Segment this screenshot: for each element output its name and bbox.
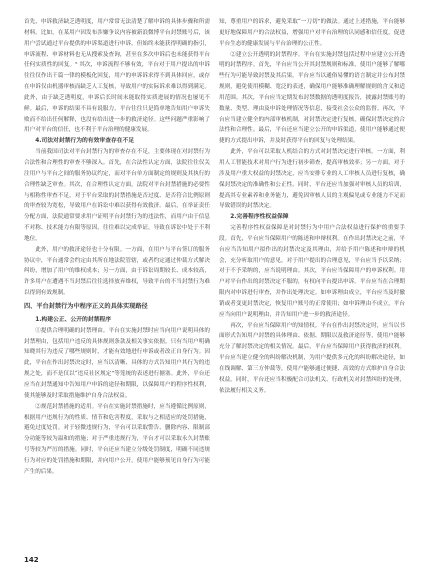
- paragraph: ②规范封禁措施的适用。平台在实施封禁措施时，应当遵循比例原则，根据用户违规行为的性质、情节和危害程度，采取与之相适应的处罚措施，避免过度处罚。对于轻微违规行为，平台可以采取警告、删除内容、限制部分功能等较为温和的措施；对于严重违规行为，平台才可以采取永久封禁账号等较为严厉的措施。同时，平台还应当建立分级处罚制度，明确不同违规行为对应的处罚措施和期限，并向用户公开，使用户能够预见自身行为可能产生的后果。: [24, 403, 210, 475]
- page-number: 142: [24, 556, 39, 564]
- paragraph: 知，尊重用户的诉求，避免采取“一刀切”的做法。通过上述措施，平台能够更好地保障用户的合法权益，增强用户对平台治理的认同感和信任度，促进平台生态的健康发展与平台治理的公正性。: [219, 19, 405, 47]
- paragraph: 当前我国司法对平台封禁行为的审查存在不足，主要体现在对封禁行为合法性和合理性的审查不够深入。首先，在合法性认定方面，法院往往仅关注用户与平台之间的服务协议约定，而对平台单方面制定的规则及其执行的合理性缺乏审查。其次，在合理性认定方面，法院对平台封禁措施的必要性与相称性审查不足，对于平台采取的封禁措施是否过度、是否符合比例原则的审查较为宽松，导致用户在诉讼中难以获得有效救济。最后，在举证责任分配方面，法院通常要求用户证明平台封禁行为的违法性，而用户由于信息不对称、技术能力有限等原因，往往难以完成举证，导致在诉讼中处于不利地位。: [24, 149, 210, 242]
- paragraph: 完善程序性权益保障是对封禁行为中用户合法权益进行保护的重要手段。首先，平台应当保障用户的陈述和申辩权利。在作出封禁决定之前，平台应当告知用户拟作出的封禁决定及其理由，并给予用户陈述和申辩的机会，充分听取用户的意见。对于用户提出的合理意见，平台应当予以采纳；对于不予采纳的，应当说明理由。其次，平台应当保障用户的申诉权利。用户对平台作出的封禁决定不服的，有权向平台提出申诉。平台应当在合理期限内对申诉进行审查，并作出处理决定。如申诉理由成立，平台应当及时撤销或者变更封禁决定，恢复用户账号的正常使用；如申诉理由不成立，平台应当向用户说明理由，并告知用户进一步的救济途径。: [219, 225, 405, 318]
- paragraph: 首先，申诉救济缺乏透明度，用户常常无法清楚了解申诉的具体步骤和所需材料。比如，在某用户因发布涉嫌争议内容被新浪微博平台封禁账号后，该用户尝试通过平台提供的申诉渠道进行申诉，但始终未能获得明确的指引，申诉流程、申诉材料也无从搜索及查询，甚至在多次申诉后也未能获得平台任何实质性的回复。⁵ 其次，申诉流程不够有效，平台对于用户提出的申诉往往仅作出千篇一律的模板化回复，用户的申诉诉求得不到具体回应，或存在申诉仅由机器审核而缺乏人工复核，导致用户的实际诉求难以得到满足。此外，由于缺乏透明度，申诉后长时间未能取得实质进展的情况也屡见不鲜。最后，申诉的结果不具有说服力，平台往往只是简单地告知用户申诉失败而不给出任何解释，也没有给出进一步的救济途径。这些问题严重影响了用户对平台的信任，也不利于平台治理的健康发展。: [24, 19, 210, 134]
- subsection-heading: 4.司法对封禁行为的有效审查存在不足: [35, 138, 135, 145]
- paragraph: ②建立公开透明的封禁程序。平台在实施封禁包括过程中应建立公开透明的封禁程序。首先，平台应当公开其封禁规则和标准，使用户能够了解哪些行为可能导致封禁及其后果。平台应当以通俗易懂的语言制定并公布封禁规则，避免使用模糊、宽泛的表述，确保用户能够准确理解规则的含义和适用范围。其次，平台应当定期发布封禁数据的透明度报告，披露封禁账号的数量、类型、理由及申诉处理情况等信息，接受社会公众的监督。再次，平台应当建立健全的内部审核机制，对封禁决定进行复核，确保封禁决定的合法性和合理性。最后，平台还应当建立公开的申诉渠道，使用户能够通过便捷的方式提出申诉，并及时获得平台的回复与处理结果。: [219, 51, 405, 145]
- section-heading: 四、平台封禁行为中程序正义的具体实现路径: [24, 302, 148, 310]
- left-column: [24, 17, 210, 553]
- subsection-heading: 1.构建公正、公开的封禁程序: [35, 316, 111, 323]
- paragraph: 再次，平台应当保障用户的知情权。平台在作出封禁决定时，应当以书面形式告知用户封禁的具体理由、依据、期限以及救济途径等，使用户能够充分了解封禁决定的相关情况。最后，平台应当保障用户获得救济的权利。平台应当建立健全的纠纷解决机制，为用户提供多元化的纠纷解决途径，如在线调解、第三方仲裁等，使用户能够通过便捷、高效的方式维护自身合法权益。同时，平台还应当积极配合司法机关、行政机关对封禁纠纷的处理，依法履行相关义务。: [219, 322, 405, 394]
- article-body: [24, 17, 405, 553]
- paragraph: 此外，用户的救济途径也十分有限。一方面，在用户与平台签订的服务协议中，平台通常会约定由其所在地法院管辖，或者约定通过仲裁方式解决纠纷，增加了用户的维权成本；另一方面，由于诉讼周期较长、成本较高，许多用户在遭遇不当封禁后往往选择放弃维权，导致平台的不当封禁行为难以得到有效规制。: [24, 246, 210, 297]
- paragraph: ①提供合理明确的封禁理由。平台在实施封禁时应当向用户说明具体的封禁理由，包括用户违反的具体规则条款及相关事实依据。只有当用户明确知晓其行为违反了哪些规则时，才能有效地进行申诉或者改正自身行为。因此，平台在作出封禁决定时，应当以清晰、具体的方式告知用户其行为的违规之处，而不是仅以“违反社区规定”等笼统的表述进行搪塞。此外，平台还应当在封禁通知中告知用户申诉的途径和期限，以保障用户的程序性权利，使其能够及时采取措施维护自身合法权益。: [24, 327, 210, 399]
- subsection-heading: 2.完善程序性权益保障: [230, 214, 289, 221]
- right-column: [219, 17, 405, 553]
- paragraph: 此外，平台可以采取人机结合的方式对封禁决定进行审核。一方面，利用人工智能技术对用户行为进行初步筛查，提高审核效率；另一方面，对于涉及用户重大权益的封禁决定，应当安排专业的人工审核人员进行复核，确保封禁决定的准确性和公正性。同时，平台还应当加强对审核人员的培训，提高其专业素养和业务能力，避免因审核人员的主观偏见或专业能力不足而导致错误的封禁决定。: [219, 149, 405, 210]
